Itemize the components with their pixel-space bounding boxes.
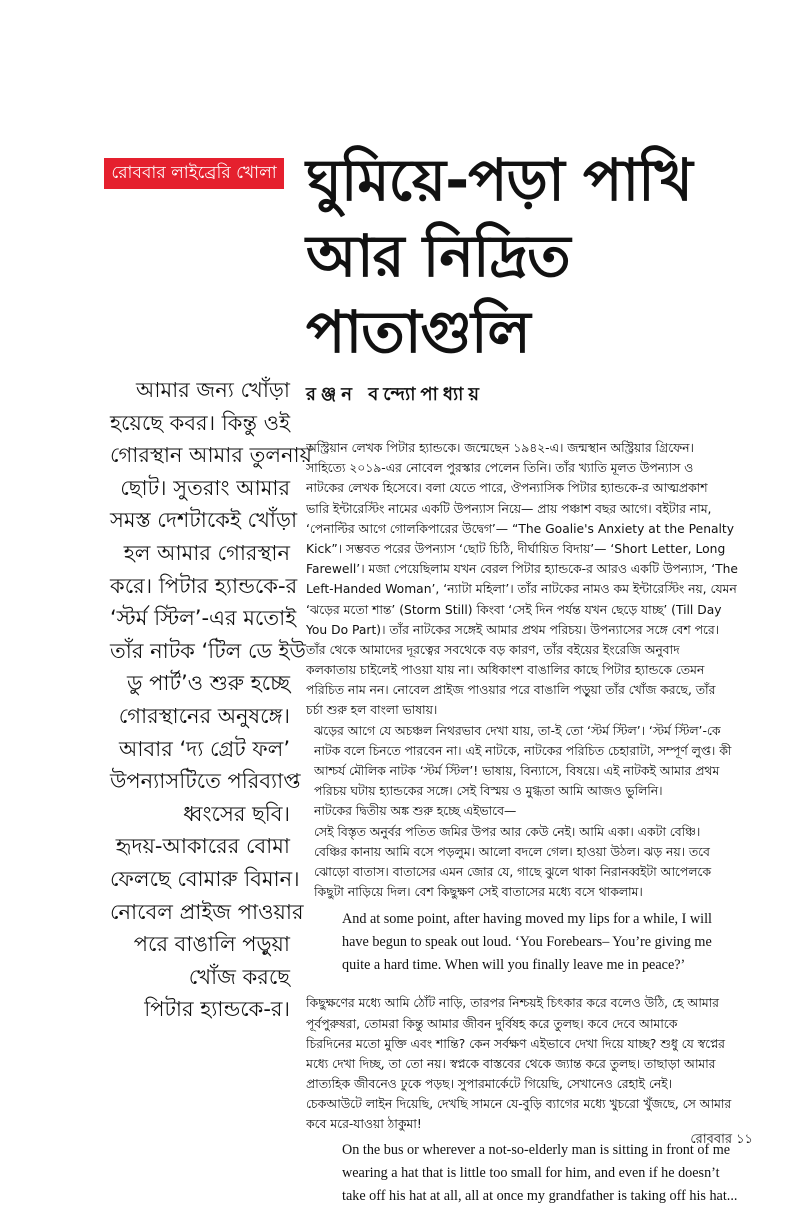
text-line: ধ্বংসের ছবি।: [183, 801, 290, 826]
text-line: আবার ‘দ্য গ্রেট ফল’: [118, 736, 290, 761]
text-line: হল আমার গোরস্থান: [123, 540, 290, 565]
text-line: ‘ঝড়ের মতো শান্ত’ (Storm Still) কিংবা ‘সেই দিন পর্যন্ত যখন ছেড়ে যাচ্ছ’ (Till Day: [306, 602, 722, 617]
text-line: কলকাতায় চাইলেই পাওয়া যায় না। অধিকাংশ বাঙালির কাছে পিটার হ্যান্ডকে তেমন: [306, 663, 705, 678]
text-line: তাঁর থেকে আমাদের দূরত্বের সবথেকে বড় কারণ, তাঁর বইয়ের ইংরেজি অনুবাদ: [306, 642, 680, 657]
text-line: সেই বিস্তৃত অনুর্বর পতিত জমির উপর আর কেউ নেই। আমি একা। একটা বেঞ্চি।: [314, 824, 701, 839]
pull-quote: [110, 374, 312, 1026]
text-line: ‘স্টর্ম স্টিল’-এর মতোই: [110, 606, 297, 631]
paragraph: [306, 801, 768, 821]
paragraph: [306, 438, 768, 721]
page-folio: রোববার ১১: [690, 1132, 753, 1147]
text-line: তাঁর নাটক ‘টিল ডে ইউ: [110, 638, 306, 663]
text-line: quite a hard time. When will you finally leave me in peace?’: [342, 957, 686, 974]
text-line: পূর্বপুরুষরা, তোমরা কিন্তু আমার জীবন দুর্বিষহ করে তুলছ। কবে দেবে আমাকে: [306, 1016, 678, 1031]
text-line: ঝড়ের আগে যে অচঞ্চল নিথরভাব দেখা যায়, তা-ই তো ‘স্টর্ম স্টিল’। ‘স্টর্ম স্টিল’-কে: [314, 723, 721, 738]
text-line: Kick”। সম্ভবত পরের উপন্যাস ‘ছোট চিঠি, দীর্ঘায়িত বিদায়’— ‘Short Letter, Long: [306, 541, 726, 556]
paragraph: [306, 721, 768, 802]
text-line: সাহিত্যে ২০১৯-এর নোবেল পুরস্কার পেলেন তিনি। তাঁর খ্যাতি মূলত উপন্যাস ও: [306, 461, 694, 476]
text-line: পরিচয় ঘটায় হ্যান্ডকের সঙ্গে। সেই বিস্ময় ও মুগ্ধতা আমি আজও ভুলিনি।: [314, 784, 663, 799]
article-headline: [306, 142, 746, 370]
paragraph: [306, 993, 768, 1134]
headline-line: পাতাগুলি: [306, 298, 530, 366]
text-line: নাটকের দ্বিতীয় অঙ্ক শুরু হচ্ছে এইভাবে—: [314, 804, 517, 819]
text-line: ডু পার্ট’ও শুরু হচ্ছে: [127, 671, 290, 696]
text-line: ছোট। সুতরাং আমার: [120, 475, 290, 500]
text-line: নাটকের লেখক হিসেবে। বলা যেতে পারে, ঔপন্যাসিক পিটার হ্যান্ডকে-র আত্মপ্রকাশ: [306, 481, 708, 496]
text-line: খোঁজ করছে: [188, 964, 290, 989]
article-body: [306, 438, 768, 1208]
text-line: ভারি ইন্টারেস্টিং নামের একটি উপন্যাস নিয়ে— প্রায় পঞ্চাশ বছর আগে। বইটার নাম,: [306, 501, 712, 516]
text-line: চেকআউটে লাইন দিয়েছি, দেখছি সামনে যে-বুড়ি ব্যাগের মধ্যে খুচরো খুঁজছে, সে আমার: [306, 1097, 732, 1112]
text-line: আশ্চর্য মৌলিক নাটক ‘স্টর্ম স্টিল’! ভাষায়, বিন্যাসে, বিষয়ে। এই নাটকই আমার প্রথম: [314, 764, 720, 778]
text-line: হয়েছে কবর। কিন্তু ওই: [110, 410, 291, 435]
text-line: হৃদয়-আকারের বোমা: [115, 834, 290, 859]
text-line: You Do Part)। তাঁর নাটকের সঙ্গেই আমার প্রথম পরিচয়। উপন্যাসের সঙ্গে বেশ পরে।: [306, 622, 720, 637]
text-line: ঝোড়ো বাতাস। বাতাসের এমন জোর যে, গাছে ঝুলে থাকা নিরানব্বইটা আপেলকে: [314, 864, 711, 879]
text-line: অস্ট্রিয়ান লেখক পিটার হ্যান্ডকে। জন্মেছেন ১৯৪২-এ। জন্মস্থান অস্ট্রিয়ার গ্রিফেন।: [306, 441, 694, 455]
text-line: সমস্ত দেশটাকেই খোঁড়া: [110, 508, 298, 533]
text-line: করে। পিটার হ্যান্ডকে-র: [110, 573, 298, 598]
text-line: প্রাত্যহিক জীবনেও ঢুকে পড়ছ। সুপারমার্কেটে গিয়েছি, সেখানেও রেহাই নেই।: [306, 1077, 672, 1092]
text-line: have begun to speak out loud. ‘You Forebears– You’re giving me: [342, 934, 712, 951]
text-line: কবে মরে-যাওয়া ঠাকুমা!: [306, 1117, 422, 1132]
text-line: পরিচিত নাম নন। নোবেল প্রাইজ পাওয়ার পরে বাঙালি পড়ুয়া তাঁর খোঁজ করছে, তাঁর: [306, 683, 716, 698]
text-line: মধ্যে দেখা দিচ্ছ, তা তো নয়। স্বপ্নকে বাস্তবের থেকে জ্যান্ত করে তুলছ। তাছাড়া আমার: [306, 1056, 716, 1071]
text-line: পরে বাঙালি পড়ুয়া: [133, 932, 290, 957]
text-line: Left-Handed Woman’, ‘ন্যাটা মহিলা’। তাঁর নাটকের নামও কম ইন্টারেস্টিং নয়, যেমন: [306, 582, 737, 597]
text-line: নোবেল প্রাইজ পাওয়ার: [110, 899, 304, 924]
text-line: চিরদিনের মতো মুক্তি এবং শান্তি? কেন সর্বক্ষণ এইভাবে দেখা দিয়ে যাচ্ছ? শুধু যে স্বপ্নের: [306, 1036, 725, 1051]
text-line: গোরস্থানের অনুষঙ্গে।: [118, 703, 290, 728]
paragraph: [306, 822, 768, 903]
headline-line: ঘুমিয়ে-পড়া পাখি: [306, 146, 692, 214]
text-line: কিছুটা নাড়িয়ে দিল। বেশ কিছুক্ষণ সেই বাতাসের মধ্যে বসে থাকলাম।: [314, 885, 643, 900]
text-line: On the bus or wherever a not-so-elderly man is sitting in front of me: [342, 1141, 731, 1158]
text-line: উপন্যাসটিতে পরিব্যাপ্ত: [110, 769, 301, 794]
author-byline: রঞ্জন বন্দ্যোপাধ্যায়: [306, 384, 484, 405]
text-line: And at some point, after having moved my lips for a while, I will: [342, 911, 712, 928]
text-line: কিছুক্ষণের মধ্যে আমি ঠোঁট নাড়ি, তারপর নিশ্চয়ই চিৎকার করে বলেও উঠি, হে আমার: [306, 996, 719, 1011]
english-quote: [306, 908, 768, 977]
text-line: বেঞ্চির কানায় আমি বসে পড়লুম। আলো বদলে গেল। হাওয়া উঠল। ঝড় নয়। তবে: [314, 844, 710, 859]
text-line: ফেলছে বোমারু বিমান।: [110, 866, 300, 891]
text-line: চর্চা শুরু হল বাংলা ভাষায়।: [306, 703, 438, 718]
headline-line: আর নিদ্রিত: [306, 222, 570, 290]
text-line: wearing a hat that is little too small for him, and even if he doesn’t: [342, 1164, 720, 1181]
text-line: গোরস্থান আমার তুলনায়: [110, 443, 312, 468]
text-line: take off his hat at all, all at once my grandfather is taking off his hat...: [342, 1187, 738, 1204]
text-line: ‘পেনাল্টির আগে গোলকিপারের উদ্বেগ’— “The Goalie's Anxiety at the Penalty: [306, 521, 735, 536]
text-line: আমার জন্য খোঁড়া: [135, 378, 290, 402]
text-line: নাটক বলে চিনতে পারবেন না। এই নাটকে, নাটকের পরিচিত চেহারাটা, সম্পূর্ণ লুপ্ত। কী: [314, 743, 732, 758]
text-line: Farewell’। মজা পেয়েছিলাম যখন বেরল পিটার হ্যান্ডকে-র আরও একটি উপন্যাস, ‘The: [306, 562, 738, 577]
section-tag: রোববার লাইব্রেরি খোলা: [104, 158, 284, 189]
text-line: পিটার হ্যান্ডকে-র।: [144, 997, 290, 1022]
